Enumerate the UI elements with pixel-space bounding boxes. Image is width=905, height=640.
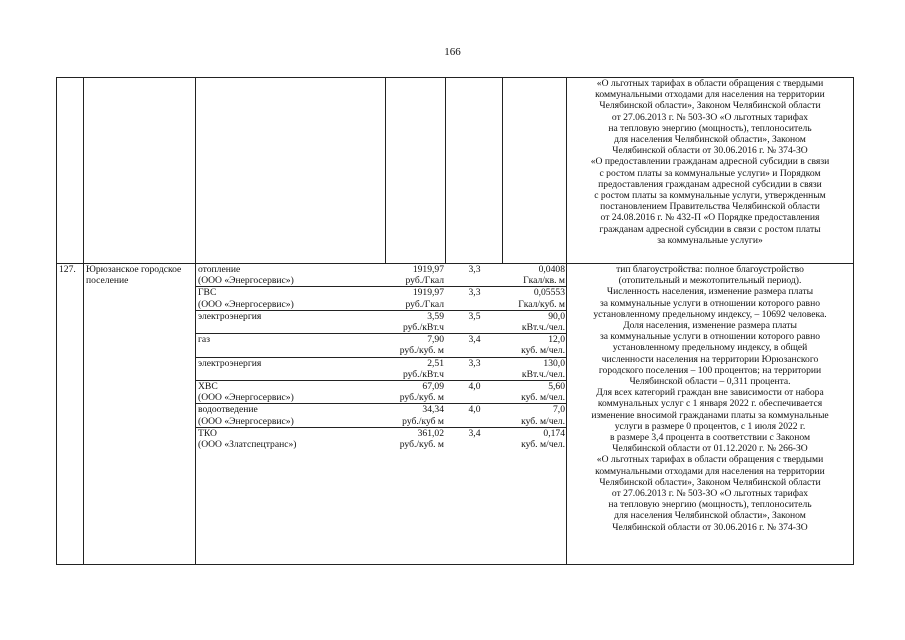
note-line: Численность населения, изменение размера платы — [606, 286, 814, 298]
note-line: на тепловую энергию (мощность), теплоноситель — [608, 499, 812, 511]
service-tariff-tariff-unit: руб./кВт.ч — [402, 368, 444, 380]
service-name — [196, 287, 386, 310]
service-norm — [503, 381, 567, 404]
service-name-name: водоотведение — [198, 404, 258, 416]
tariff-table — [56, 77, 854, 565]
cell-service-empty — [196, 78, 386, 264]
note-line: установленному предельному индексу, в общей — [612, 342, 808, 354]
service-name-name: ГВС — [198, 287, 217, 299]
note-line: Доля населения, изменение размера платы — [623, 320, 797, 332]
service-tariff-tariff: 2,51 — [427, 357, 444, 369]
service-row — [196, 287, 567, 310]
service-name-name: ТКО — [198, 427, 217, 439]
services-subtable — [196, 264, 567, 450]
note-line: с ростом платы за коммунальные услуги, утвержденным — [594, 190, 826, 202]
service-tariff-tariff-unit: руб./куб. м — [399, 439, 444, 451]
service-name-provider: (ООО «Энергосервис») — [198, 275, 294, 287]
note-line: за коммунальные услуги в отношении которого равно — [599, 331, 821, 343]
service-tariff — [386, 287, 446, 310]
service-norm — [503, 264, 567, 287]
service-norm — [503, 427, 567, 450]
note-line: постановлением Правительства Челябинской области — [600, 201, 820, 213]
note-line: (отопительный и межотопительный период). — [618, 275, 802, 287]
note-line: Челябинской области», Законом Челябинской области — [599, 476, 821, 488]
cell-notes-continued — [567, 78, 854, 264]
service-index — [446, 334, 503, 357]
service-norm-norm: 12,0 — [548, 334, 565, 346]
service-name — [196, 404, 386, 427]
service-index-index: 3,5 — [468, 310, 481, 322]
service-row — [196, 310, 567, 333]
note-line: в размере 3,4 процента в соответствии с Законом — [609, 432, 811, 444]
service-index-index: 3,3 — [468, 357, 481, 369]
service-tariff-tariff: 1919,97 — [412, 287, 444, 299]
cell-notes-127 — [567, 264, 854, 565]
service-tariff — [386, 404, 446, 427]
service-norm — [503, 404, 567, 427]
service-name-name: электроэнергия — [198, 357, 262, 369]
service-row — [196, 264, 567, 287]
note-line: коммунальными отходами для населения на территории — [595, 89, 825, 101]
service-norm — [503, 310, 567, 333]
note-line: за коммунальные услуги» — [657, 234, 763, 246]
note-line: от 24.08.2016 г. № 432-П «О Порядке предоставления — [600, 212, 820, 224]
service-norm-norm-unit: куб. м/чел. — [521, 415, 565, 427]
service-row — [196, 427, 567, 450]
service-name-name: электроэнергия — [198, 310, 262, 322]
service-tariff-tariff-unit: руб./куб. м — [399, 392, 444, 404]
service-index — [446, 404, 503, 427]
service-tariff-tariff-unit: руб./куб м — [402, 415, 444, 427]
service-index — [446, 287, 503, 310]
service-norm-norm: 5,60 — [548, 381, 565, 393]
table-row-127 — [57, 264, 854, 565]
cell-number-empty — [57, 78, 84, 264]
note-line: для населения Челябинской области», Законом — [614, 510, 806, 522]
service-name-provider: (ООО «Энергосервис») — [198, 298, 294, 310]
service-tariff-tariff-unit: руб./Гкал — [405, 298, 444, 310]
note-line: для населения Челябинской области», Законом — [614, 134, 806, 146]
note-line: от 27.06.2013 г. № 503-ЗО «О льготных тарифах — [611, 488, 809, 500]
note-line: изменение вносимой гражданами платы за коммунальные — [591, 409, 829, 421]
service-name — [196, 334, 386, 357]
service-norm-norm-unit: куб. м/чел. — [521, 345, 565, 357]
service-index-index: 4,0 — [468, 404, 481, 416]
note-line: за коммунальные услуги в отношении которого равно — [599, 297, 821, 309]
service-tariff-tariff-unit: руб./куб. м — [399, 345, 444, 357]
cell-norm-empty — [503, 78, 567, 264]
service-name — [196, 381, 386, 404]
note-line: «О льготных тарифах в области обращения с твердыми — [596, 454, 824, 466]
service-tariff — [386, 334, 446, 357]
service-name — [196, 357, 386, 380]
note-line: услуги в размере 0 процентов, с 1 июля 2022 г. — [614, 420, 806, 432]
service-index — [446, 427, 503, 450]
service-row — [196, 334, 567, 357]
service-tariff — [386, 310, 446, 333]
service-index-index: 3,4 — [468, 334, 481, 346]
service-tariff-tariff: 361,02 — [417, 427, 444, 439]
service-name — [196, 264, 386, 287]
service-row — [196, 357, 567, 380]
service-index-index: 3,3 — [468, 264, 481, 275]
service-tariff-tariff: 3,59 — [427, 310, 444, 322]
service-name-provider: (ООО «Златспецтранс») — [198, 439, 297, 451]
note-line: Челябинской области от 30.06.2016 г. № 374-ЗО — [612, 521, 808, 533]
service-index — [446, 381, 503, 404]
service-name-name: газ — [198, 334, 210, 346]
note-line: «О предоставлении гражданам адресной субсидии в связи — [590, 156, 830, 168]
page-number: 166 — [444, 46, 461, 58]
service-index — [446, 357, 503, 380]
service-index — [446, 264, 503, 287]
service-tariff — [386, 264, 446, 287]
service-row — [196, 381, 567, 404]
note-line: Челябинской области», Законом Челябинской области — [599, 100, 821, 112]
service-name — [196, 310, 386, 333]
service-norm — [503, 357, 567, 380]
note-line: коммунальными отходами для населения на территории — [595, 465, 825, 477]
note-line: гражданам адресной субсидии в связи с ростом платы — [599, 223, 821, 235]
note-line: от 27.06.2013 г. № 503-ЗО «О льготных тарифах — [611, 111, 809, 123]
service-tariff — [386, 381, 446, 404]
service-tariff-tariff-unit: руб./кВт.ч — [402, 322, 444, 334]
service-norm-norm-unit: куб. м/чел. — [521, 439, 565, 451]
cell-tariff-empty — [386, 78, 446, 264]
service-row — [196, 404, 567, 427]
service-norm — [503, 334, 567, 357]
cell-settlement-empty — [84, 78, 196, 264]
service-norm-norm-unit: кВт.ч./чел. — [521, 322, 565, 334]
service-norm-norm-unit: куб. м/чел. — [521, 392, 565, 404]
service-norm — [503, 287, 567, 310]
service-tariff-tariff: 34,34 — [422, 404, 444, 416]
service-norm-norm-unit: Гкал/кв. м — [523, 275, 565, 287]
note-line: Челябинской области – 0,311 процента. — [629, 376, 791, 388]
table-row-continuation — [57, 78, 854, 264]
note-line: численности населения на территории Юрюзанского — [601, 353, 819, 365]
note-line: Для всех категорий граждан вне зависимости от набора — [596, 387, 824, 399]
service-norm-norm: 0,174 — [543, 427, 565, 439]
service-name-name: ХВС — [198, 381, 218, 393]
service-norm-norm: 90,0 — [548, 310, 565, 322]
service-name-provider: (ООО «Энергосервис») — [198, 415, 294, 427]
service-tariff-tariff: 67,09 — [422, 381, 444, 393]
note-line: Челябинской области от 30.06.2016 г. № 374-ЗО — [612, 145, 808, 157]
service-norm-norm: 0,0408 — [538, 264, 565, 275]
service-tariff-tariff-unit: руб./Гкал — [405, 275, 444, 287]
service-index-index: 3,3 — [468, 287, 481, 299]
service-name-name: отопление — [198, 264, 241, 275]
note-line: с ростом платы за коммунальные услуги» и Порядком — [599, 167, 821, 179]
service-norm-norm: 130,0 — [543, 357, 565, 369]
service-tariff — [386, 427, 446, 450]
service-norm-norm: 0,05553 — [533, 287, 565, 299]
service-index-index: 4,0 — [468, 381, 481, 393]
service-norm-norm-unit: Гкал/куб. м — [518, 298, 565, 310]
service-tariff-tariff: 7,90 — [427, 334, 444, 346]
note-line: городского поселения – 100 процентов; на территории — [598, 364, 822, 376]
note-line: коммунальных услуг с 1 января 2022 г. обеспечивается — [597, 398, 823, 410]
service-index-index: 3,4 — [468, 427, 481, 439]
row-number: 127. — [57, 264, 84, 565]
services-block — [196, 264, 567, 565]
note-line: на тепловую энергию (мощность), теплоноситель — [608, 122, 812, 134]
service-name-provider: (ООО «Энергосервис») — [198, 392, 294, 404]
service-index — [446, 310, 503, 333]
cell-index-empty — [446, 78, 503, 264]
service-norm-norm: 7,0 — [553, 404, 565, 416]
note-line: Челябинской области от 01.12.2020 г. № 266-ЗО — [612, 443, 808, 455]
settlement-name: Юрюзанское городское поселение — [84, 264, 196, 565]
note-line: установленному предельному индексу, – 10692 человека. — [593, 308, 827, 320]
service-norm-norm-unit: кВт.ч./чел. — [521, 368, 565, 380]
note-line: тип благоустройства: полное благоустройство — [616, 264, 804, 275]
service-tariff — [386, 357, 446, 380]
note-line: «О льготных тарифах в области обращения с твердыми — [596, 78, 824, 89]
note-line: предоставления гражданам адресной субсидии в связи — [598, 178, 822, 190]
service-name — [196, 427, 386, 450]
service-tariff-tariff: 1919,97 — [412, 264, 444, 275]
